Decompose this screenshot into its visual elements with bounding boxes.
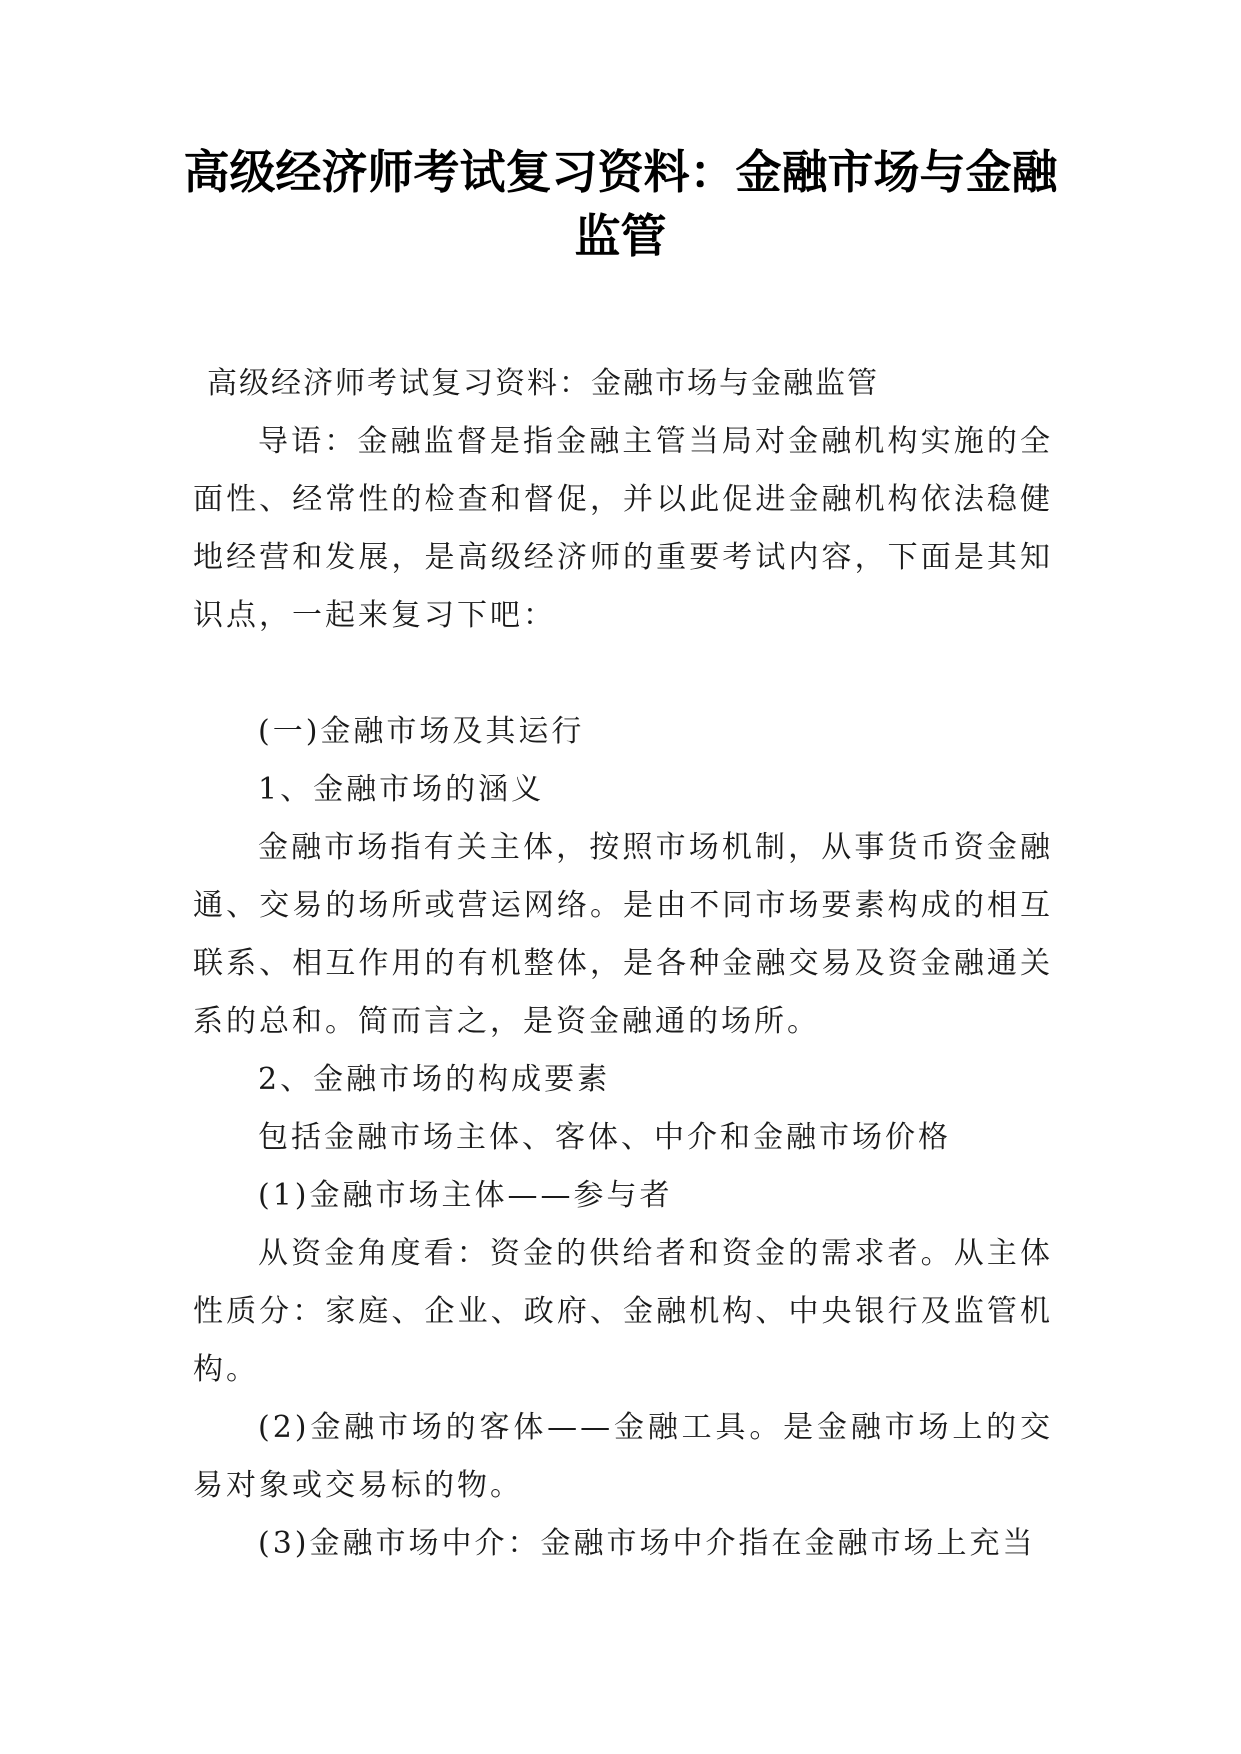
body-paragraph: 从资金角度看：资金的供给者和资金的需求者。从主体性质分：家庭、企业、政府、金融机构、中央银行及监管机构。 [193, 1236, 1053, 1387]
document-title: 高级经济师考试复习资料：金融市场与金融监管 [183, 145, 1058, 263]
intro-paragraph: 导语：金融监督是指金融主管当局对金融机构实施的全面性、经常性的检查和督促，并以此促进金融机构依法稳健地经营和发展，是高级经济师的重要考试内容，下面是其知识点，一起来复习下吧： [193, 424, 1053, 633]
section-heading: (一)金融市场及其运行 [258, 714, 585, 749]
paragraph-gap [193, 645, 1053, 703]
item-heading: 1、金融市场的涵义 [258, 772, 545, 807]
subitem-heading: (1)金融市场主体——参与者 [258, 1178, 673, 1213]
body-paragraph: (2)金融市场的客体——金融工具。是金融市场上的交易对象或交易标的物。 [193, 1410, 1053, 1503]
body-paragraph: (3)金融市场中介：金融市场中介指在金融市场上充当 [258, 1526, 1036, 1561]
document-body [193, 355, 1053, 1573]
body-paragraph: 金融市场指有关主体，按照市场机制，从事货币资金融通、交易的场所或营运网络。是由不同市场要素构成的相互联系、相互作用的有机整体，是各种金融交易及资金融通关系的总和。简而言之，是资金融通的场所。 [193, 830, 1053, 1039]
document-subtitle: 高级经济师考试复习资料：金融市场与金融监管 [207, 366, 879, 401]
body-paragraph: 包括金融市场主体、客体、中介和金融市场价格 [258, 1120, 951, 1155]
item-heading: 2、金融市场的构成要素 [258, 1062, 611, 1097]
